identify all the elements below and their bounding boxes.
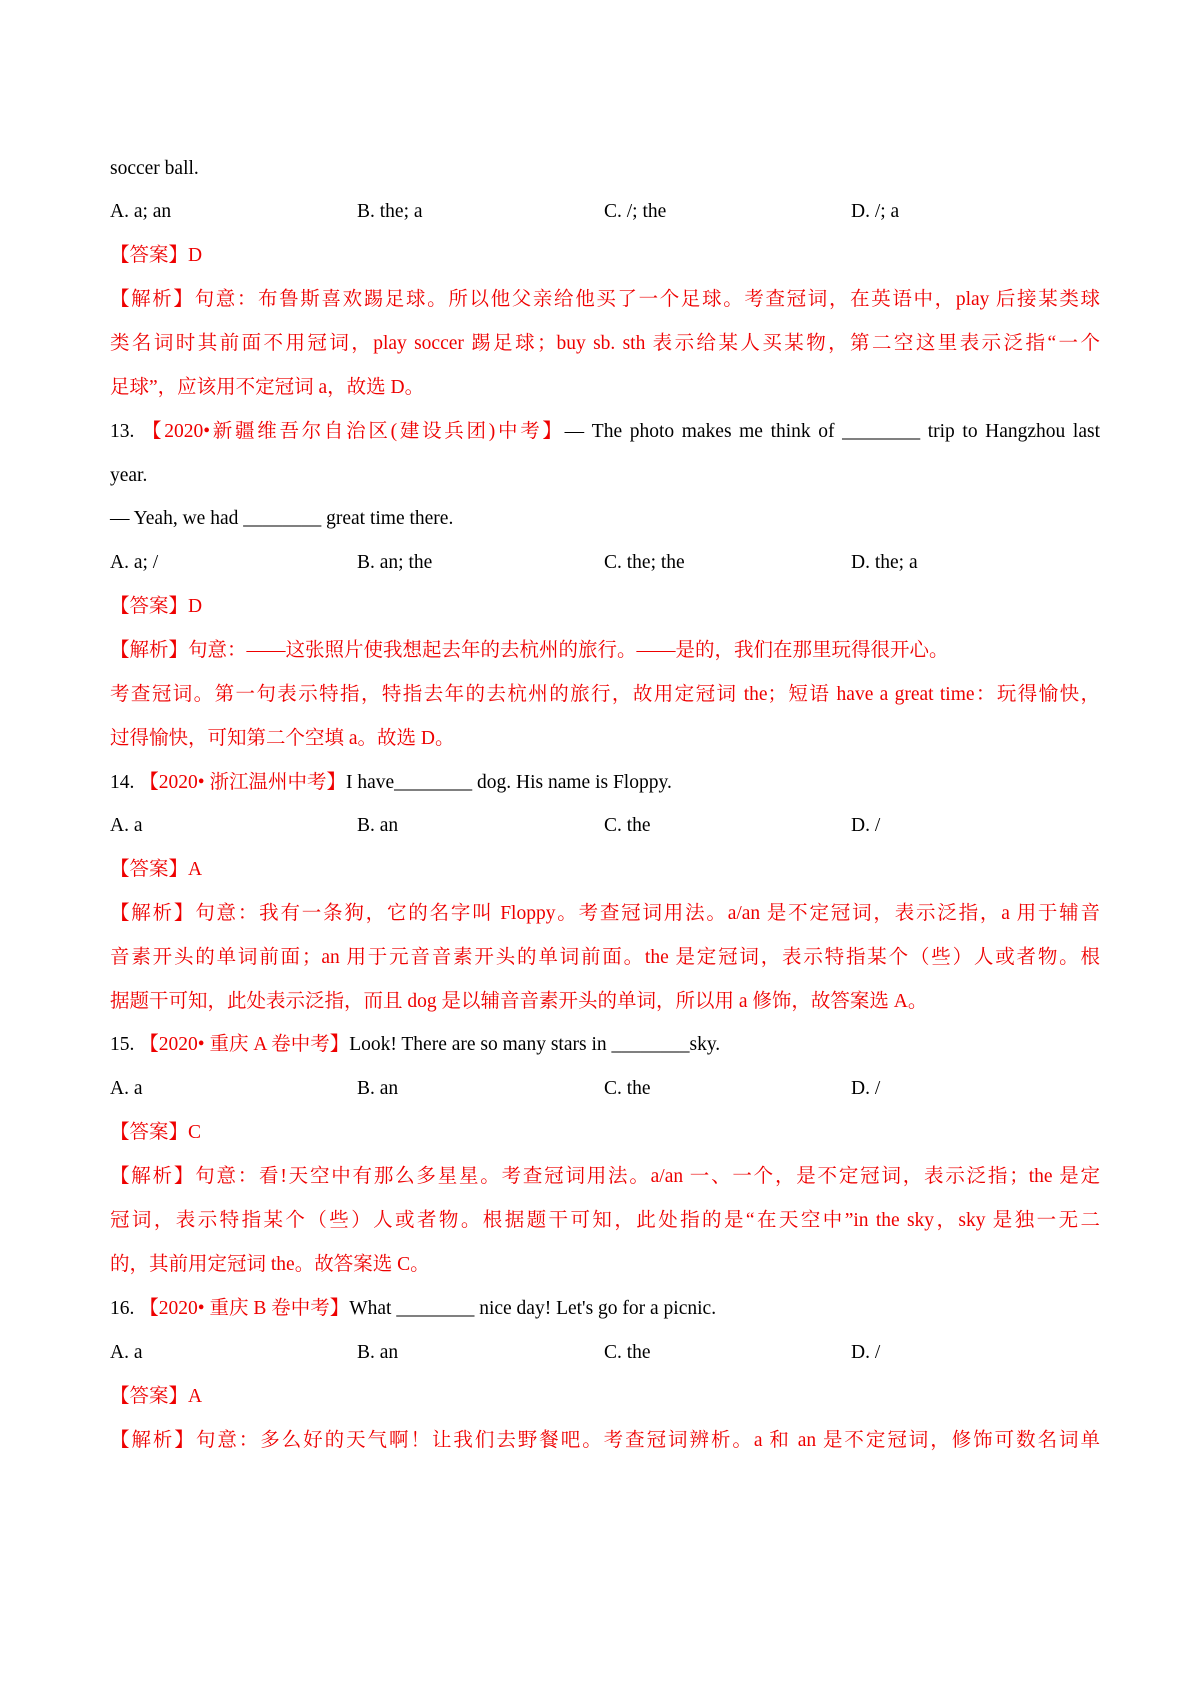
q16-analysis-line-1: 【解析】句意：多么好的天气啊！让我们去野餐吧。考查冠词辨析。a 和 an 是不定冠词，修饰可数名词单 bbox=[110, 1430, 1100, 1451]
q13-option-a: A. a; / bbox=[110, 552, 159, 573]
q16-answer: 【答案】A bbox=[110, 1386, 203, 1407]
q14-analysis-line-2: 音素开头的单词前面；an 用于元音音素开头的单词前面。the 是定冠词，表示特指某个（些）人或者物。根 bbox=[110, 947, 1100, 968]
q13-stem-line-1 bbox=[110, 419, 1100, 445]
q13-option-d: D. the; a bbox=[851, 552, 918, 573]
q13-stem-line-2: year. bbox=[110, 465, 148, 486]
q15-analysis-line-2: 冠词，表示特指某个（些）人或者物。根据题干可知，此处指的是“在天空中”in the sky，sky 是独一无二 bbox=[110, 1210, 1100, 1231]
q14-stem-line bbox=[110, 770, 1100, 796]
q14-analysis-line-1: 【解析】句意：我有一条狗，它的名字叫 Floppy。考查冠词用法。a/an 是不定冠词，表示泛指，a 用于辅音 bbox=[110, 903, 1100, 924]
q12-option-d: D. /; a bbox=[851, 201, 900, 222]
q15-answer: 【答案】C bbox=[110, 1122, 202, 1143]
q14-option-b: B. an bbox=[357, 815, 399, 836]
q16-stem-line bbox=[110, 1296, 1100, 1322]
q13-option-b: B. an; the bbox=[357, 552, 433, 573]
q12-analysis-line-2: 类名词时其前面不用冠词，play soccer 踢足球；buy sb. sth 表示给某人买某物，第二空这里表示泛指“一个 bbox=[110, 333, 1100, 354]
q13-source: 【2020•新疆维吾尔自治区(建设兵团)中考】 bbox=[141, 421, 565, 442]
q15-stem-line bbox=[110, 1032, 1100, 1058]
q16-option-d: D. / bbox=[851, 1342, 881, 1363]
q14-source: 【2020• 浙江温州中考】 bbox=[139, 772, 346, 793]
q13-number: 13. bbox=[110, 421, 135, 442]
q12-analysis-line-3: 足球”，应该用不定冠词 a，故选 D。 bbox=[110, 377, 425, 398]
q14-number: 14. bbox=[110, 772, 135, 793]
q14-stem: I have________ dog. His name is Floppy. bbox=[345, 772, 672, 793]
q15-option-b: B. an bbox=[357, 1078, 399, 1099]
q15-source: 【2020• 重庆 A 卷中考】 bbox=[139, 1034, 350, 1055]
q14-option-d: D. / bbox=[851, 815, 881, 836]
q12-answer: 【答案】D bbox=[110, 245, 203, 266]
q12-stem-tail: soccer ball. bbox=[110, 158, 199, 179]
q15-option-d: D. / bbox=[851, 1078, 881, 1099]
q15-stem: Look! There are so many stars in ________sky. bbox=[349, 1034, 721, 1055]
q15-option-a: A. a bbox=[110, 1078, 143, 1099]
q12-option-b: B. the; a bbox=[357, 201, 423, 222]
q13-analysis-line-1: 【解析】句意：——这张照片使我想起去年的去杭州的旅行。——是的，我们在那里玩得很开心。 bbox=[110, 640, 949, 661]
q15-option-c: C. the bbox=[604, 1078, 651, 1099]
q16-number: 16. bbox=[110, 1298, 135, 1319]
q13-analysis-line-3: 过得愉快，可知第二个空填 a。故选 D。 bbox=[110, 728, 455, 749]
q15-analysis-line-1: 【解析】句意：看!天空中有那么多星星。考查冠词用法。a/an 一、一个，是不定冠词，表示泛指；the 是定 bbox=[110, 1166, 1100, 1187]
q16-source: 【2020• 重庆 B 卷中考】 bbox=[139, 1298, 350, 1319]
q12-analysis-line-1: 【解析】句意：布鲁斯喜欢踢足球。所以他父亲给他买了一个足球。考查冠词，在英语中，play 后接某类球 bbox=[110, 289, 1100, 310]
q13-stem: — The photo makes me think of ________ trip to Hangzhou last bbox=[564, 421, 1100, 442]
q13-answer: 【答案】D bbox=[110, 596, 203, 617]
q13-option-c: C. the; the bbox=[604, 552, 685, 573]
q16-stem: What ________ nice day! Let's go for a picnic. bbox=[349, 1298, 717, 1319]
q14-option-a: A. a bbox=[110, 815, 143, 836]
q13-stem-line-3: — Yeah, we had ________ great time there. bbox=[110, 508, 454, 529]
q12-option-c: C. /; the bbox=[604, 201, 667, 222]
q15-analysis-line-3: 的，其前用定冠词 the。故答案选 C。 bbox=[110, 1254, 430, 1275]
q12-option-a: A. a; an bbox=[110, 201, 172, 222]
q16-option-c: C. the bbox=[604, 1342, 651, 1363]
q14-option-c: C. the bbox=[604, 815, 651, 836]
q13-analysis-line-2: 考查冠词。第一句表示特指，特指去年的去杭州的旅行，故用定冠词 the；短语 have a great time：玩得愉快， bbox=[110, 684, 1100, 705]
q14-analysis-line-3: 据题干可知，此处表示泛指，而且 dog 是以辅音音素开头的单词，所以用 a 修饰，故答案选 A。 bbox=[110, 991, 928, 1012]
q16-option-b: B. an bbox=[357, 1342, 399, 1363]
q15-number: 15. bbox=[110, 1034, 135, 1055]
q16-option-a: A. a bbox=[110, 1342, 143, 1363]
q14-answer: 【答案】A bbox=[110, 859, 203, 880]
